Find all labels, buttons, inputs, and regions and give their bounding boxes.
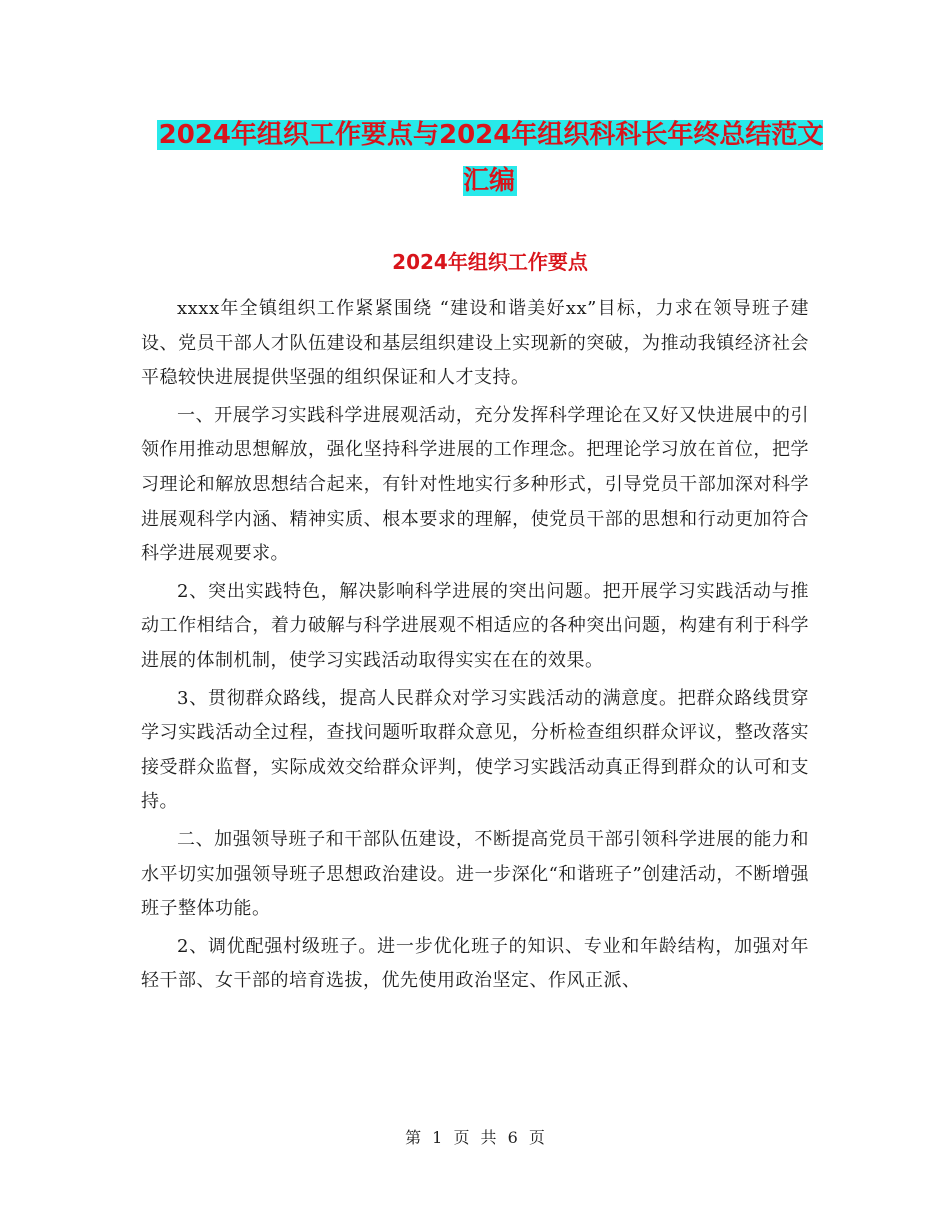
document-body	[141, 292, 809, 999]
paragraph-part-two: 二、加强领导班子和干部队伍建设，不断提高党员干部引领科学进展的能力和水平切实加强领导班子思想政治建设。进一步深化“和谐班子”创建活动，不断增强班子整体功能。	[141, 828, 809, 920]
paragraph-intro: xxxx年全镇组织工作紧紧围绕 “建设和谐美好xx”目标，力求在领导班子建设、党员干部人才队伍建设和基层组织建设上实现新的突破，为推动我镇经济社会平稳较快进展提供坚强的组织保证和人才支持。	[141, 298, 809, 389]
section-title: 2024年组织工作要点	[392, 250, 588, 274]
paragraph-village-team: 2、调优配强村级班子。进一步优化班子的知识、专业和年龄结构，加强对年轻干部、女干部的培育选拔，优先使用政治坚定、作风正派、	[141, 935, 809, 992]
paragraph-item-2: 2、突出实践特色，解决影响科学进展的突出问题。把开展学习实践活动与推动工作相结合，着力破解与科学进展观不相适应的各种突出问题，构建有利于科学进展的体制机制，使学习实践活动取得实实在在的效果。	[141, 580, 809, 671]
page-footer: 第 1 页 共 6 页	[405, 1128, 545, 1147]
document-title	[150, 112, 830, 204]
paragraph-item-3: 3、贯彻群众路线，提高人民群众对学习实践活动的满意度。把群众路线贯穿学习实践活动全过程，查找问题听取群众意见，分析检查组织群众评议，整改落实接受群众监督，实际成效交给群众评判，使学习实践活动真正得到群众的认可和支持。	[141, 687, 809, 813]
paragraph-part-one: 一、开展学习实践科学进展观活动，充分发挥科学理论在又好又快进展中的引领作用推动思想解放，强化坚持科学进展的工作理念。把理论学习放在首位，把学习理论和解放思想结合起来，有针对性地实行多种形式，引导党员干部加深对科学进展观科学内涵、精神实质、根本要求的理解，使党员干部的思想和行动更加符合科学进展观要求。	[141, 404, 809, 565]
document-title-text: 2024年组织工作要点与2024年组织科科长年终总结范文汇编	[158, 120, 824, 196]
